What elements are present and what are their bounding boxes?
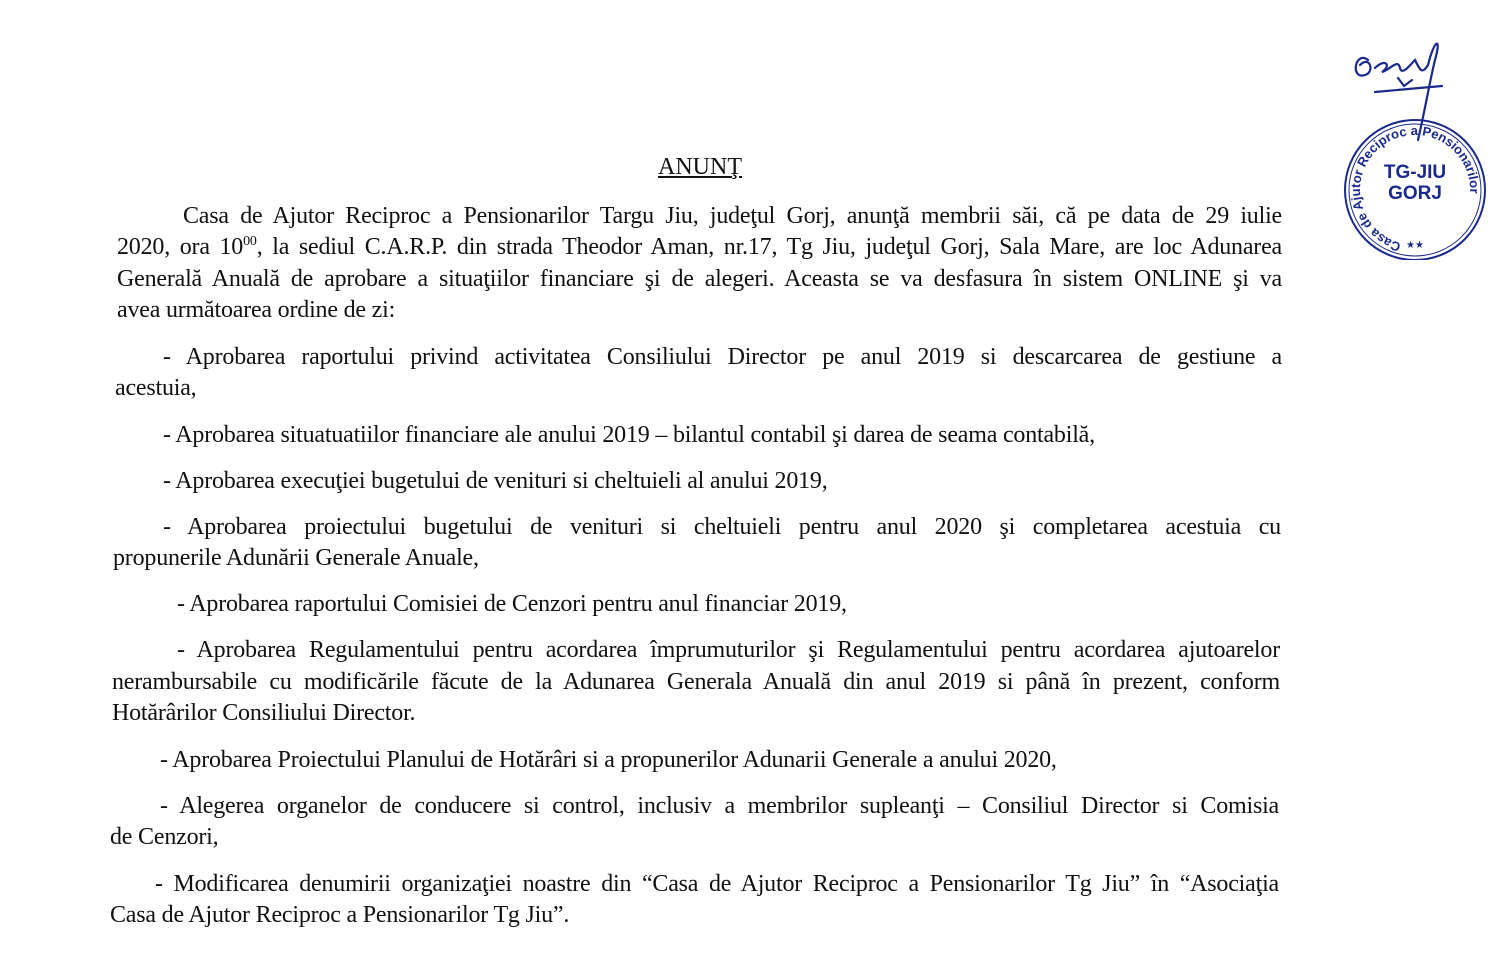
agenda-item-cont: nerambursabile cu modificările făcute de la Adunarea Generala Anuală din anul 2019 si până în prezent, conform: [112, 669, 1280, 695]
agenda-item-cont: acestuia,: [115, 375, 197, 401]
stamp-with-signature: [1330, 20, 1500, 260]
document-title: ANUNŢ: [658, 154, 742, 180]
intro-line: avea următoarea ordine de zi:: [117, 297, 396, 323]
agenda-item: - Aprobarea raportului privind activitatea Consiliului Director pe anul 2019 si descarcarea de gestiune a: [163, 344, 1282, 370]
intro-line: Casa de Ajutor Reciproc a Pensionarilor Targu Jiu, judeţul Gorj, anunţă membrii săi, că pe data de 29 iulie: [183, 203, 1282, 229]
stamp-ring-text: Casa de Ajutor Reciproc a Pensionarilor: [1347, 122, 1483, 255]
agenda-item: - Modificarea denumirii organizaţiei noastre din “Casa de Ajutor Reciproc a Pensionarilor Tg Jiu” în “Asociaţia: [155, 871, 1279, 897]
agenda-item: - Aprobarea execuţiei bugetului de venituri si cheltuieli al anului 2019,: [163, 468, 828, 494]
agenda-item: - Aprobarea situatuatiilor financiare ale anului 2019 – bilantul contabil şi darea de seama contabilă,: [163, 422, 1095, 448]
intro-text: , la sediul C.A.R.P. din strada Theodor Aman, nr.17, Tg Jiu, judeţul Gorj, Sala Mare, are loc Adunarea: [256, 234, 1282, 260]
agenda-item: - Aprobarea raportului Comisiei de Cenzori pentru anul financiar 2019,: [177, 591, 847, 617]
agenda-item: - Aprobarea Proiectului Planului de Hotărâri si a propunerilor Adunarii Generale a anului 2020,: [160, 747, 1057, 773]
agenda-item: - Alegerea organelor de conducere si control, inclusiv a membrilor supleanţi – Consiliul Director si Comisia: [160, 793, 1279, 819]
agenda-item: - Aprobarea Regulamentului pentru acordarea împrumuturilor şi Regulamentului pentru acordarea ajutoarelor: [177, 637, 1280, 663]
intro-line: Generală Anuală de aprobare a situaţiilor financiare şi de alegeri. Aceasta se va desfasura în sistem ONLINE şi va: [117, 266, 1282, 292]
stamp-seal: [1345, 120, 1485, 260]
agenda-item-cont: Hotărârilor Consiliului Director.: [112, 700, 416, 726]
intro-text: 2020, ora 10: [117, 234, 244, 260]
superscript: 00: [243, 234, 257, 249]
agenda-item-cont: propunerile Adunării Generale Anuale,: [113, 545, 479, 571]
agenda-item: - Aprobarea proiectului bugetului de venituri si cheltuieli pentru anul 2020 şi completarea acestuia cu: [163, 514, 1281, 540]
intro-line: [117, 232, 1282, 262]
agenda-item-cont: Casa de Ajutor Reciproc a Pensionarilor Tg Jiu”.: [110, 902, 570, 928]
star-icon: ★★: [1406, 240, 1424, 251]
agenda-item-cont: de Cenzori,: [110, 824, 219, 850]
stamp-center-text: GORJ: [1388, 183, 1442, 204]
stamp-center-text: TG-JIU: [1383, 162, 1447, 183]
